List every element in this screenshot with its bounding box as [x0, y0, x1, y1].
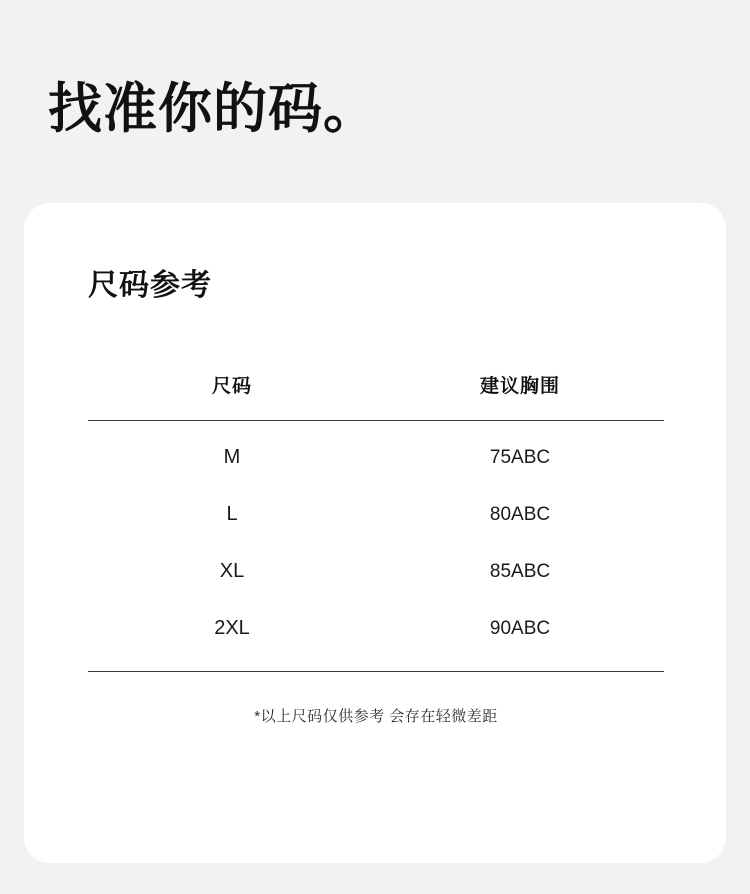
size-reference-card [24, 203, 726, 863]
table-header-row [88, 371, 664, 420]
table-row [88, 486, 664, 543]
table-row [88, 600, 664, 657]
column-header-size: 尺码 [211, 376, 252, 397]
cell-size: M [223, 446, 241, 468]
cell-bust: 80ABC [489, 503, 551, 525]
cell-bust: 85ABC [489, 560, 551, 582]
cell-size: L [226, 503, 238, 525]
table-row [88, 543, 664, 600]
cell-size: 2XL [214, 617, 250, 639]
cell-size: XL [219, 560, 245, 582]
size-disclaimer-note: *以上尺码仅供参考 会存在轻微差距 [254, 708, 498, 725]
cell-bust: 90ABC [489, 617, 551, 639]
column-header-bust: 建议胸围 [479, 376, 560, 397]
card-title: 尺码参考 [88, 269, 212, 302]
cell-bust: 75ABC [489, 446, 551, 468]
table-body [88, 421, 664, 657]
page-title: 找准你的码。 [48, 79, 378, 139]
table-row [88, 429, 664, 486]
size-table [88, 371, 664, 726]
